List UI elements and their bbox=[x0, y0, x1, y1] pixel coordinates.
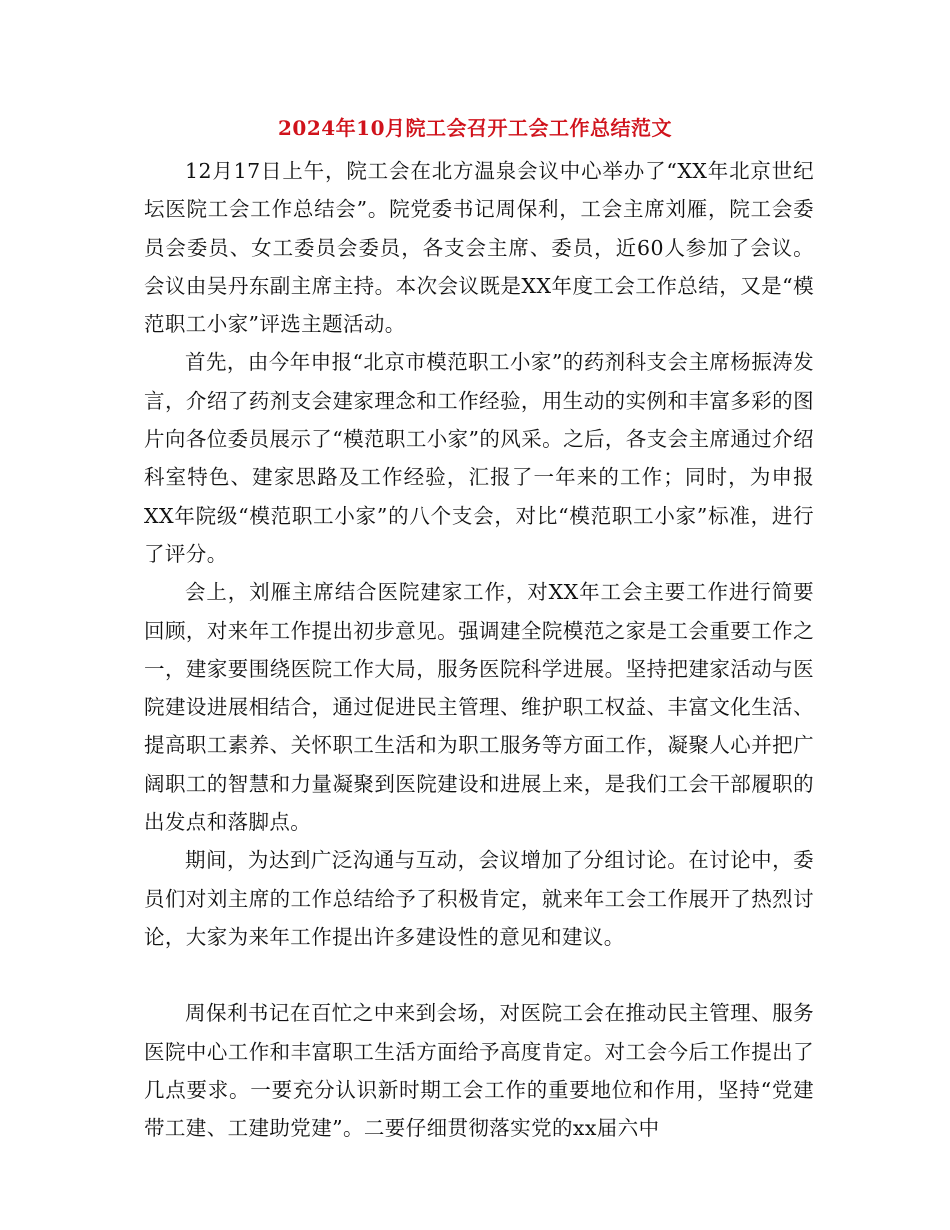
document-title: 2024年10月院工会召开工会工作总结范文 bbox=[278, 116, 672, 140]
paragraph: 会上，刘雁主席结合医院建家工作，对XX年工会主要工作进行简要回顾，对来年工作提出初步意见。强调建全院模范之家是工会重要工作之一，建家要围绕医院工作大局，服务医院科学进展。坚持把建家活动与医院建设进展相结合，通过促进民主管理、维护职工权益、丰富文化生活、提高职工素养、关怀职工生活和为职工服务等方面工作，凝聚人心并把广阔职工的智慧和力量凝聚到医院建设和进展上来，是我们工会干部履职的出发点和落脚点。 bbox=[144, 580, 814, 835]
document-body bbox=[144, 152, 814, 1147]
paragraph: 周保利书记在百忙之中来到会场，对医院工会在推动民主管理、服务医院中心工作和丰富职工生活方面给予高度肯定。对工会今后工作提出了几点要求。一要充分认识新时期工会工作的重要地位和作用，坚持“党建带工建、工建助党建”。二要仔细贯彻落实党的xx届六中 bbox=[144, 1001, 814, 1141]
paragraph: 期间，为达到广泛沟通与互动，会议增加了分组讨论。在讨论中，委员们对刘主席的工作总结给予了积极肯定，就来年工会工作展开了热烈讨论，大家为来年工作提出许多建设性的意见和建议。 bbox=[144, 848, 814, 949]
paragraph: 12月17日上午，院工会在北方温泉会议中心举办了“XX年北京世纪坛医院工会工作总结会”。院党委书记周保利，工会主席刘雁，院工会委员会委员、女工委员会委员，各支会主席、委员，近60人参加了会议。会议由吴丹东副主席主持。本次会议既是XX年度工会工作总结，又是“模范职工小家”评选主题活动。 bbox=[144, 159, 814, 337]
paragraph: 首先，由今年申报“北京市模范职工小家”的药剂科支会主席杨振涛发言，介绍了药剂支会建家理念和工作经验，用生动的实例和丰富多彩的图片向各位委员展示了“模范职工小家”的风采。之后，各支会主席通过介绍科室特色、建家思路及工作经验，汇报了一年来的工作；同时，为申报XX年院级“模范职工小家”的八个支会，对比“模范职工小家”标准，进行了评分。 bbox=[144, 350, 814, 566]
